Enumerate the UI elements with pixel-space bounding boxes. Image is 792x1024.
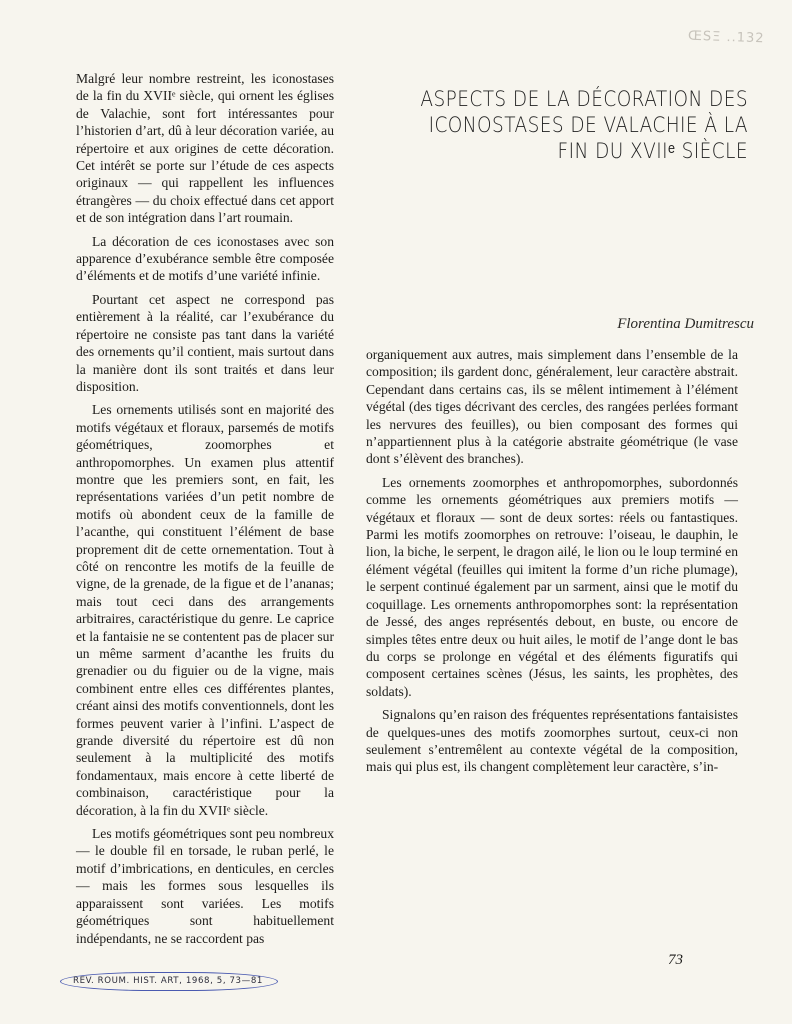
paragraph: La décoration de ces iconostases avec son apparence d’exubérance semble être composée d’éléments et de motifs d’une variété infinie. (76, 233, 334, 284)
article-title: ASPECTS DE LA DÉCORATION DES ICONOSTASES DE VALACHIE À LA FIN DU XVIIᵉ SIÈCLE (420, 87, 748, 164)
article-author: Florentina Dumitrescu (617, 316, 754, 332)
paragraph: Les ornements zoomorphes et anthropomorphes, subordonnés comme les ornements géométriques aux premiers motifs — végétaux et floraux — sont de deux sortes: réels ou fantastiques. Parmi les motifs zoomorphes on retrouve: l’oiseau, le dauphin, le lion, la biche, le serpent, le dragon ailé, le lion ou le loup terminé en élément végétal (feuilles qui imitent la forme d’un riche plumage), le serpent continué également par un sarment, ainsi que le motif du coquillage. Les ornements anthropomorphes sont: la représentation de Jessé, des anges représentés debout, en buste, ou encore de simples têtes entre deux ou huit ailes, le motif de l’ange dont le bas du corps se prolonge en végétal et des éléments figuratifs qui composent certaines scènes (Jésus, les saints, les prophètes, des soldats). (366, 474, 738, 699)
right-column (366, 346, 738, 782)
paragraph: Signalons qu’en raison des fréquentes représentations fantaisistes de quelques-unes des motifs zoomorphes surtout, ceux-ci non seulement s’entremêlent au contexte végétal de la composition, mais qui plus est, ils changent complètement leur caractère, s’in- (366, 707, 738, 775)
pencil-note: ŒSΞ ..132 (687, 28, 765, 47)
paragraph: Pourtant cet aspect ne correspond pas entièrement à la réalité, car l’exubérance du répertoire ne consiste pas tant dans la variété des ornements qu’il contient, mais surtout dans la manière dont ils sont traités et dans leur disposition. (76, 291, 334, 394)
paragraph: Les ornements utilisés sont en majorité des motifs végétaux et floraux, parsemés de motifs géométriques, zoomorphes et anthropomorphes. Un examen plus attentif montre que les premiers sont, en fait, les représentations variées d’un petit nombre de motifs où abondent ceux de la famille de l’acanthe, qui constituent l’élément de base proprement dit de cette ornementation. Tout à côté on rencontre les motifs de la feuille de vigne, de la grenade, de la figue et de l’ananas; mais tout ceci dans des arrangements arbitraires, caractéristique du genre. Le caprice et la fantaisie ne se contentent pas de placer sur un même sarment d’acanthe les fruits du grenadier ou du figuier ou de la vigne, mais combinent entre elles ces différentes plantes, créant ainsi des motifs conventionnels, dont les formes peuvent varier à l’infini. L’aspect de grande diversité du répertoire est dû non seulement à la multiplicité des motifs fondamentaux, mais encore à cette liberté de combinaison, caractéristique pour la décoration, à la fin du XVIIᵉ siècle. (76, 402, 334, 818)
paragraph: Les motifs géométriques sont peu nombreux — le double fil en torsade, le ruban perlé, le motif d’imbrications, en denticules, en cercles — mais les formes sous lesquelles ils apparaissent sont variées. Les motifs géométriques sont habituellement indépendants, ne se raccordent pas (76, 826, 334, 946)
paragraph: organiquement aux autres, mais simplement dans l’ensemble de la composition; ils gardent donc, généralement, leur caractère abstrait. Cependant dans certains cas, ils se mêlent intimement à l’élément végétal (des tiges décrivant des cercles, des rangées perlées formant les nervures des feuilles), ou bien composant des formes qui n’appartiennent plus à la catégorie abstraite géométrique (le vase dont s’élèvent des branches). (366, 347, 738, 467)
page-number: 73 (668, 952, 683, 968)
journal-citation: REV. ROUM. HIST. ART, 1968, 5, 73—81 (60, 972, 278, 991)
left-column (76, 70, 334, 953)
paragraph: Malgré leur nombre restreint, les iconostases de la fin du XVIIᵉ siècle, qui ornent les églises de Valachie, sont fort intéressantes pour l’historien d’art, dû à leur décoration variée, au répertoire et aux origines de cette décoration. Cet intérêt se porte sur l’étude de ces aspects originaux — qui rappellent les influences étrangères — du choix effectué dans cet apport et de son intégration dans l’art roumain. (76, 71, 334, 226)
